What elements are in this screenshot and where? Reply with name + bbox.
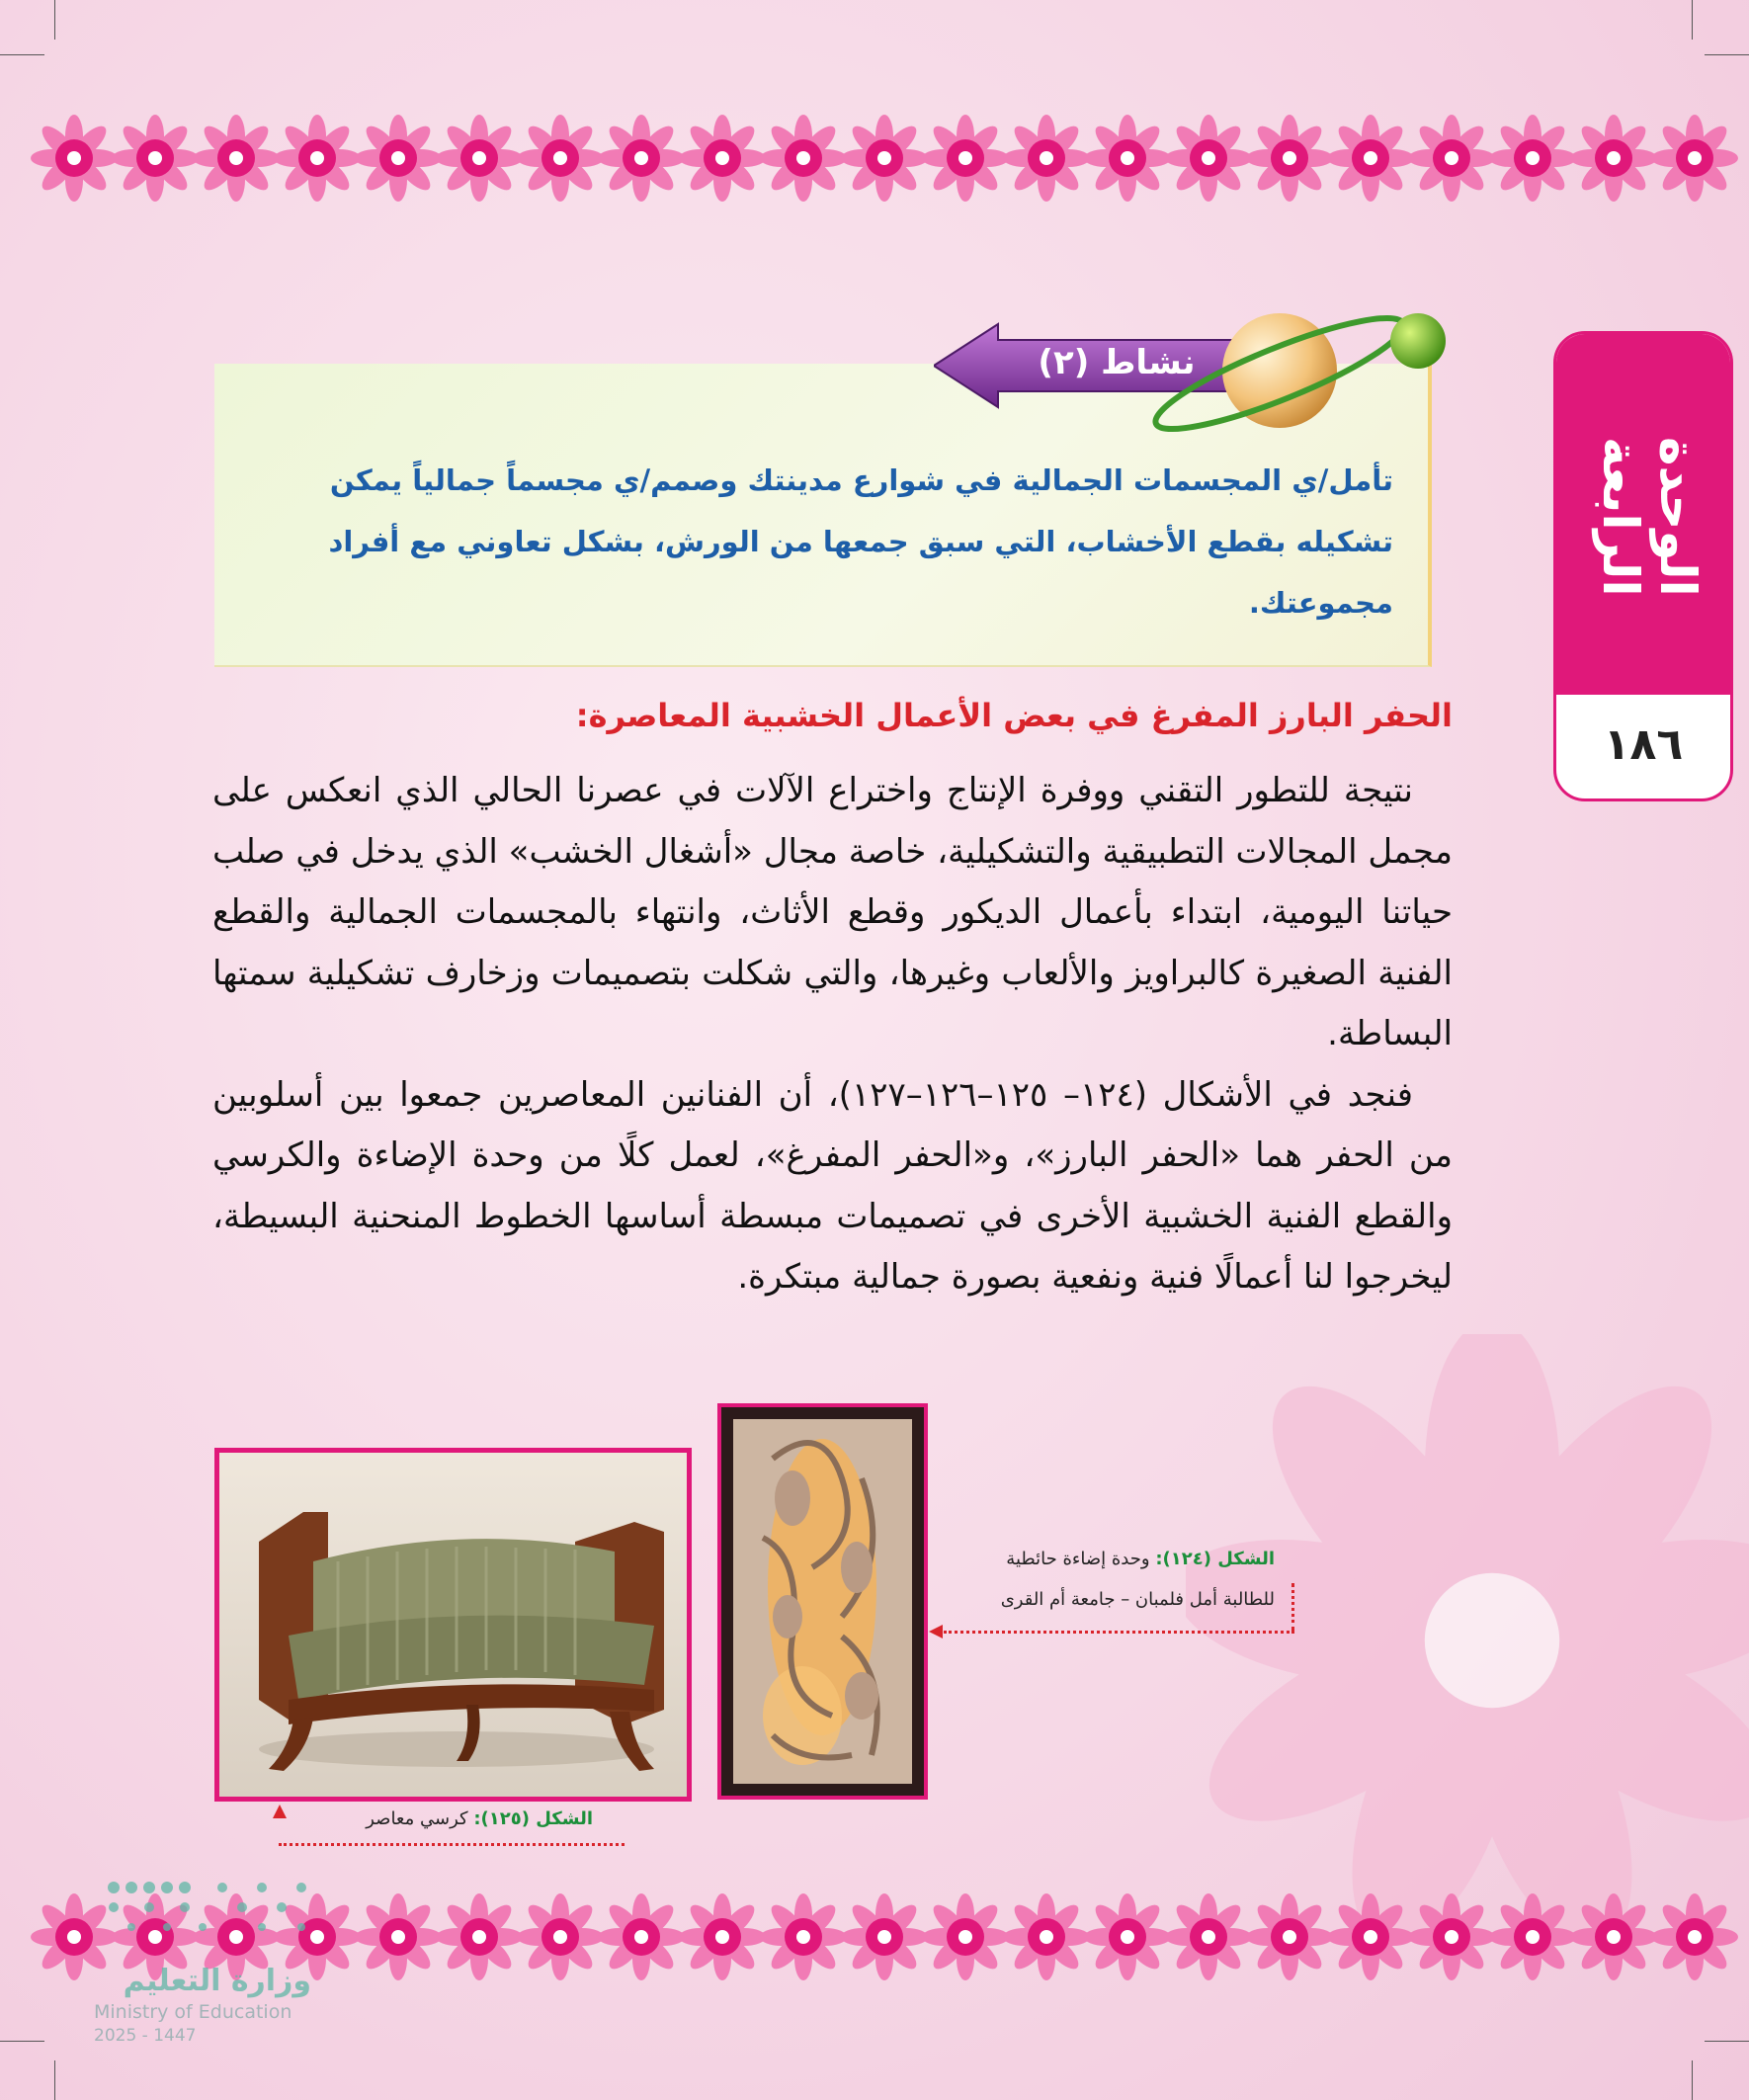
ministry-logo — [84, 1873, 380, 2051]
figure-125-label: الشكل (١٢٥): — [473, 1808, 593, 1829]
unit-title: الوحدة الرابعة — [1592, 437, 1707, 597]
body-text — [212, 761, 1453, 1308]
crop-mark — [1692, 0, 1693, 40]
figure-124-caption-line2: للطالبة أمل فلمبان – جامعة أم القرى — [1000, 1589, 1275, 1610]
unit-tab — [1553, 331, 1733, 801]
figure-125-pointer-arrow — [273, 1805, 287, 1818]
ministry-name-ar: وزارة التعليم — [123, 1964, 311, 1998]
chair-image — [219, 1453, 687, 1797]
crop-mark — [0, 54, 44, 55]
crop-mark — [1705, 54, 1749, 55]
figure-124-frame — [717, 1403, 928, 1800]
ministry-name-en: Ministry of Education — [94, 2001, 292, 2023]
crop-mark — [1705, 2041, 1749, 2042]
activity-badge-label: نشاط (٢) — [1038, 343, 1196, 382]
figure-125-pointer-line — [279, 1843, 625, 1846]
figure-124-pointer-line — [944, 1631, 1294, 1634]
figure-124-pointer-arrow — [929, 1625, 943, 1638]
crop-mark — [1692, 2060, 1693, 2100]
top-flower-border — [0, 114, 1749, 203]
section-heading: الحفر البارز المفرغ في بعض الأعمال الخشبية المعاصرة: — [575, 697, 1453, 734]
figure-125-frame — [214, 1448, 692, 1802]
page-number: ١٨٦ — [1603, 719, 1684, 770]
ministry-year: 2025 - 1447 — [94, 2026, 197, 2046]
activity-instructions: تأمل/ي المجسمات الجمالية في شوارع مدينتك وصمم/ي مجسماً جمالياً يمكن تشكيله بقطع الأخشاب، التي سبق جمعها من الورش، بشكل تعاوني مع أفراد مجموعتك. — [328, 463, 1393, 620]
figure-124-title: وحدة إضاءة حائطية — [1006, 1549, 1150, 1569]
ministry-dots-icon — [94, 1873, 321, 1942]
crop-mark — [54, 2060, 55, 2100]
body-paragraph: نتيجة للتطور التقني ووفرة الإنتاج واختراع الآلات في عصرنا الحالي الذي انعكس على مجمل المجالات التطبيقية والتشكيلية، خاصة مجال «أشغال الخشب» الذي يدخل في صلب حياتنا اليومية، ابتداء بأعمال الديكور وقطع الأثاث، وانتهاء بالمجسمات الجمالية والقطع الفنية الصغيرة كالبراويز والألعاب وغيرها، والتي شكلت بتصميمات وزخارف تشكيلية سمتها البساطة. — [212, 771, 1453, 1053]
figure-124-caption — [949, 1549, 1275, 1610]
figure-124-label: الشكل (١٢٤): — [1155, 1549, 1275, 1569]
crop-mark — [0, 2041, 44, 2042]
figure-124-caption-line1 — [949, 1549, 1275, 1569]
figure-125-title: كرسي معاصر — [366, 1808, 468, 1829]
figure-125-caption — [296, 1808, 593, 1829]
background-flower — [1186, 1334, 1749, 1947]
figure-124-pointer-vertical — [1291, 1583, 1294, 1631]
crop-mark — [54, 0, 55, 40]
body-paragraph: فنجد في الأشكال (١٢٤– ١٢٥–١٢٦–١٢٧)، أن الفنانين المعاصرين جمعوا بين أسلوبين من الحفر هما «الحفر البارز»، و«الحفر المفرغ»، لعمل كلًا من وحدة الإضاءة والكرسي والقطع الفنية الخشبية الأخرى في تصميمات مبسطة أساسها الخطوط المنحنية البسيطة، ليخرجوا لنا أعمالًا فنية ونفعية بصورة جمالية مبتكرة. — [212, 1074, 1453, 1297]
unit-tab-header — [1556, 334, 1730, 695]
carved-light-image — [733, 1419, 912, 1784]
